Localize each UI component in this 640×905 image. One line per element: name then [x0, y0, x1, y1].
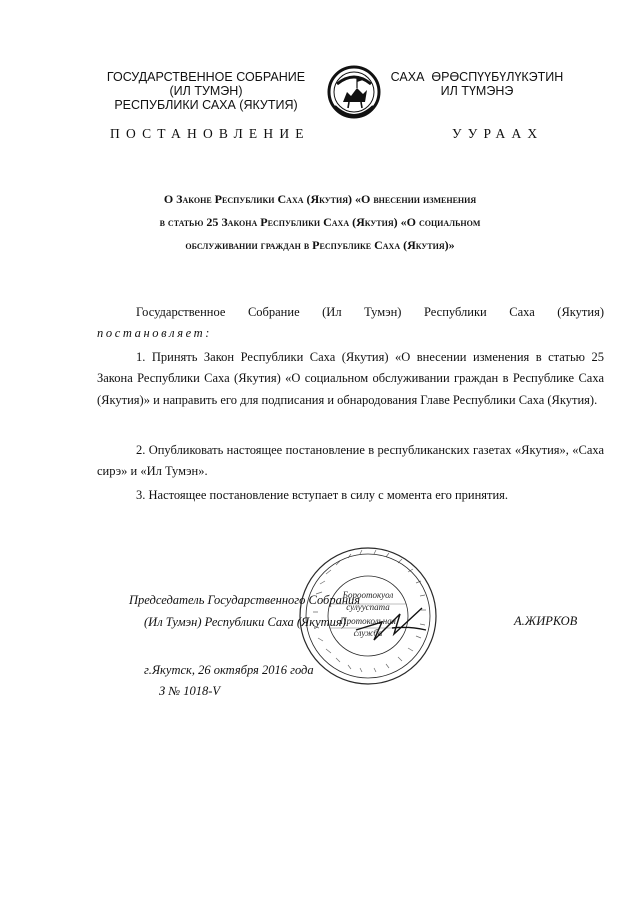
header-left-line-2: (ИЛ ТУМЭН) — [169, 84, 243, 98]
header-left-line-3: РЕСПУБЛИКИ САХА (ЯКУТИЯ) — [114, 98, 298, 112]
header-left — [92, 70, 320, 112]
place-date: г.Якутск, 26 октября 2016 года — [144, 663, 314, 677]
stamp-line-3: Протокольная — [340, 616, 396, 626]
handwritten-signature — [352, 600, 432, 650]
stamp-line-2: сулууспата — [346, 602, 390, 612]
signer-name: А.ЖИРКОВ — [514, 614, 578, 628]
header-right-line-2: ИЛ ТҮМЭНЭ — [440, 84, 514, 98]
document-number: З № 1018-V — [159, 684, 221, 698]
signer-position-line-2: (Ил Тумэн) Республики Саха (Якутия) — [144, 615, 346, 629]
decree-title-ru: ПОСТАНОВЛЕНИЕ — [110, 126, 310, 141]
header-left-line-1: ГОСУДАРСТВЕННОЕ СОБРАНИЕ — [106, 70, 306, 84]
coat-of-arms-icon — [327, 62, 381, 126]
document-title — [100, 188, 540, 257]
resolves-word: постановляет: — [97, 326, 212, 340]
header-right — [387, 70, 567, 98]
stamp-line-1: Бороотокуол — [342, 590, 394, 600]
title-line-2: в статью 25 Закона Республики Саха (Якутия) «О социальном — [159, 215, 481, 229]
header-right-line-1: САХА ӨРӨСПҮҮБҮЛҮКЭТИН — [390, 70, 564, 84]
paragraph-3: 3. Настоящее постановление вступает в силу с момента его принятия. — [136, 488, 509, 502]
paragraph-1: 1. Принять Закон Республики Саха (Якутия) «О внесении изменения в статью 25 Закона Республики Саха (Якутия) «О социальном обслуживании граждан в Республике Саха (Якутия)» и направить его для подписания и обнародования Главе Республики Саха (Якутия). — [97, 350, 604, 407]
intro-paragraph: Государственное Собрание (Ил Тумэн) Республики Саха (Якутия) — [136, 305, 604, 319]
title-line-1: О Законе Республики Саха (Якутия) «О внесении изменения — [163, 192, 477, 206]
stamp-line-4: служба — [353, 628, 383, 638]
decree-title-sah: УУРААХ — [452, 126, 544, 141]
signer-position-line-1: Председатель Государственного Собрания — [129, 593, 361, 607]
paragraph-2: 2. Опубликовать настоящее постановление в республиканских газетах «Якутия», «Саха сирэ» и «Ил Тумэн». — [97, 443, 604, 479]
title-line-3: обслуживании граждан в Республике Саха (Якутия)» — [185, 238, 455, 252]
